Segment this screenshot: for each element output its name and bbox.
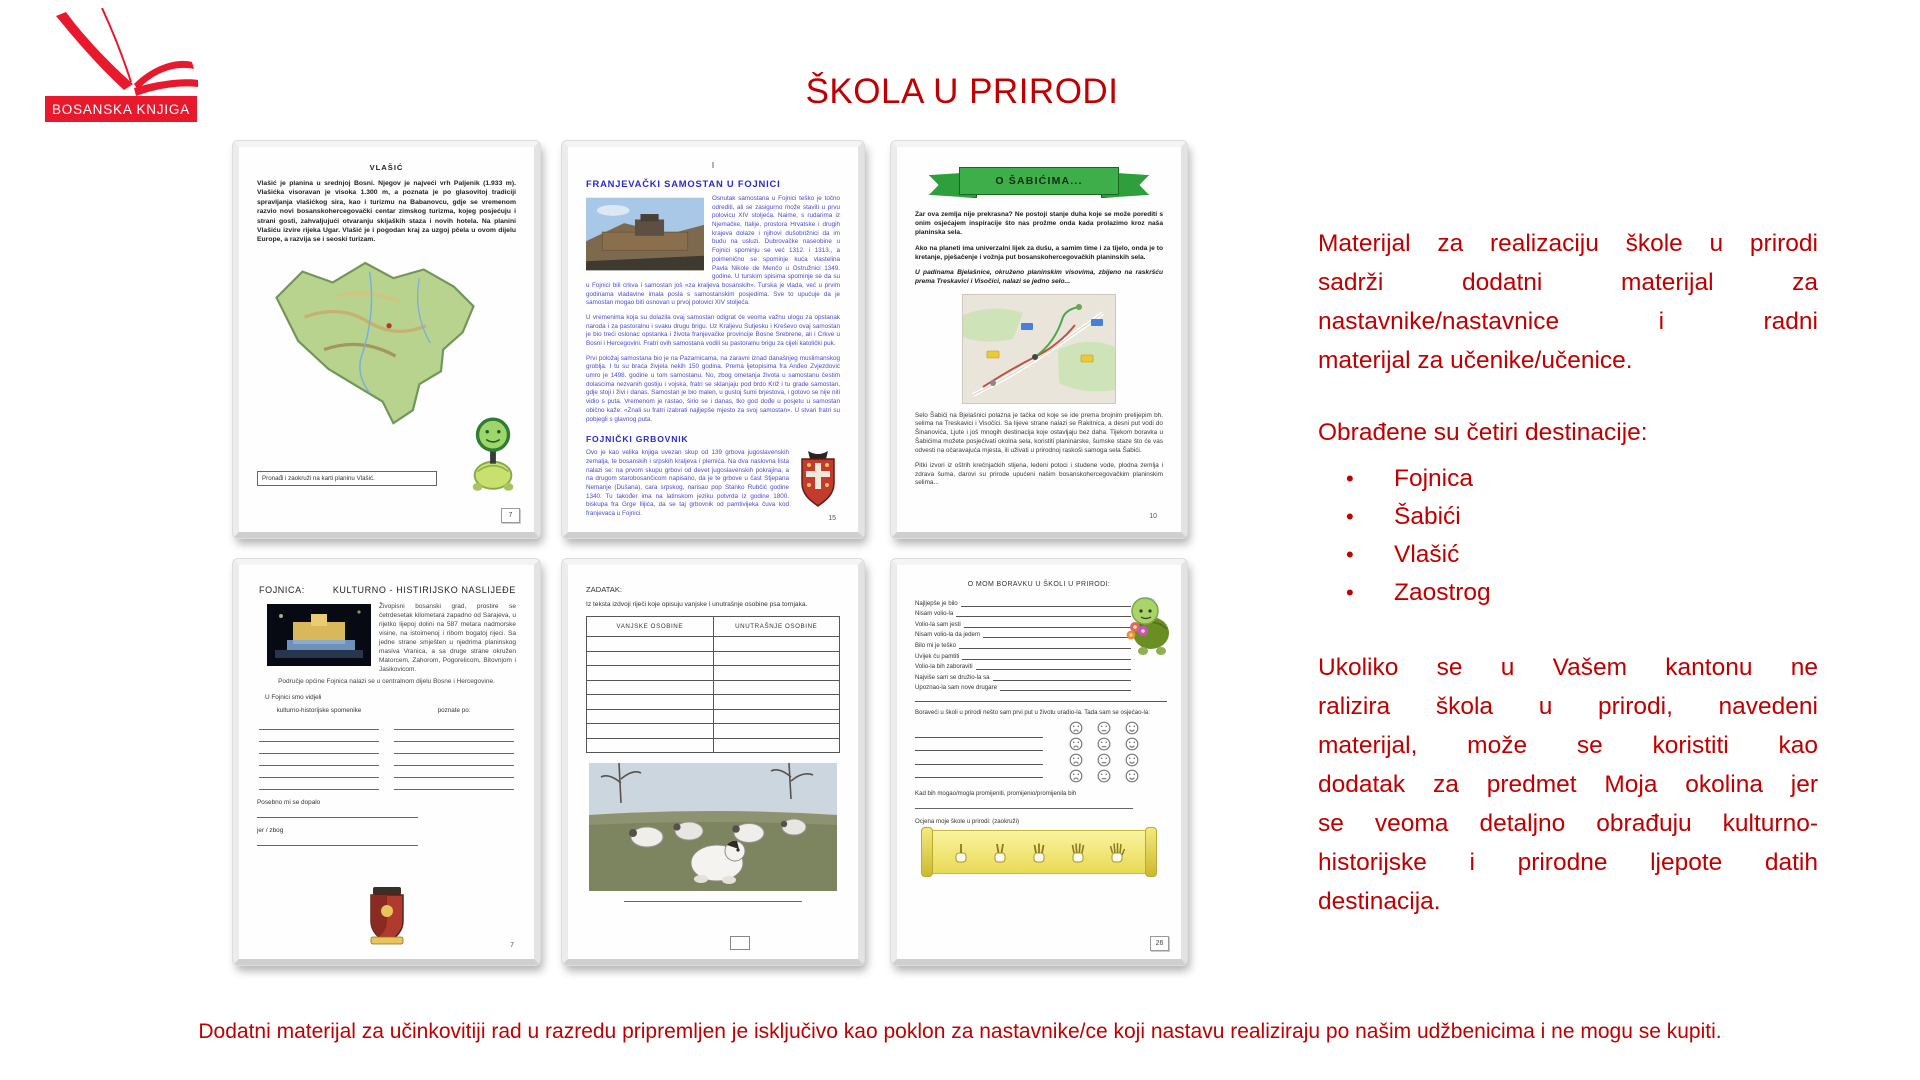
table-row: [587, 651, 840, 666]
spacer: [1318, 380, 1818, 413]
page-number-box: [730, 936, 750, 950]
coat-of-arms-image: [796, 449, 840, 509]
happy-face-icon: [1125, 721, 1139, 735]
list-item: [1318, 460, 1818, 498]
samostan-heading: FRANJEVAČKI SAMOSTAN U FOJNICI: [586, 178, 781, 189]
turtle-mascot-icon: [1121, 585, 1173, 662]
bullet-icon: •: [1346, 580, 1354, 605]
publisher-logo: [38, 6, 208, 126]
traits-table: [586, 616, 840, 753]
sabici-page: [897, 147, 1181, 532]
underline-row: [394, 718, 514, 730]
underline-row: [259, 778, 379, 790]
green-ribbon-banner: [929, 165, 1149, 197]
open-book-icon: [38, 8, 202, 100]
liked-label: Posebno mi se dopalo: [257, 798, 321, 806]
underline-row: [394, 766, 514, 778]
zadatak-instruction: Iz teksta izdvoji riječi koje opisuju vanjske i unutrašnje osobine psa tornjaka.: [586, 601, 808, 608]
feelings-lines: [915, 721, 1043, 783]
boravak-title: O MOM BORAVKU U ŠKOLI U PRIRODI:: [967, 581, 1111, 588]
route-map-image: [962, 294, 1116, 404]
form-line: [915, 670, 1131, 681]
page-thumbnail-sabici: [891, 141, 1187, 538]
page-thumbnail-fojnica-heritage: [233, 559, 540, 965]
form-label: Upoznao-la sam nove drugare: [915, 684, 997, 692]
underline-row: [394, 754, 514, 766]
panel-text-line: ralizira škola u prirodi, navedeni: [1318, 693, 1818, 720]
page-thumbnail-samostan: [562, 141, 864, 538]
hand-five-icon: [1107, 839, 1127, 865]
write-line: [956, 616, 1131, 617]
heritage-columns: [257, 707, 516, 790]
write-line: [915, 691, 1167, 702]
bullet-icon: •: [1346, 466, 1354, 491]
table-row: [587, 680, 840, 695]
zadatak-page: [568, 565, 858, 959]
feelings-block: [915, 721, 1163, 783]
happy-face-icon: [1125, 753, 1139, 767]
vlasic-task-box: Pronađi i zaokruži na karti planinu Vlašić.: [257, 471, 437, 486]
page-thumbnail-vlasic: [233, 141, 540, 538]
vlasic-page: [239, 147, 534, 532]
inner-traits-header: UNUTRAŠNJE OSOBINE: [713, 617, 840, 637]
bullet-icon: •: [1346, 504, 1354, 529]
form-label: Uvijek ću pamtiti: [915, 652, 960, 660]
samostan-page: [568, 147, 858, 532]
write-line: [1000, 690, 1131, 691]
underline-row: [259, 742, 379, 754]
form-label: Najljepše je bilo: [915, 599, 958, 607]
table-header-row: [587, 617, 840, 637]
panel-text-line: destinacija.: [1318, 888, 1441, 915]
known-for-column-header: poznate po:: [437, 706, 471, 714]
underline-row: [915, 751, 1043, 765]
form-label: Volio-la bih zaboraviti: [915, 663, 973, 671]
panel-text-line: dodatak za predmet Moja okolina jer: [1318, 771, 1818, 798]
underline-row: [624, 900, 802, 902]
destinations-list: [1318, 460, 1818, 612]
fojnica-heritage-page: [239, 565, 534, 959]
underline-row: [915, 765, 1043, 779]
form-line: [915, 660, 1131, 671]
sheep-dog-photo: [589, 763, 837, 891]
write-line: [993, 680, 1131, 681]
panel-text-line: materijal, može se koristiti kao: [1318, 732, 1818, 759]
table-row: [587, 738, 840, 753]
sad-face-icon: [1069, 769, 1083, 783]
panel-text-line: Ukoliko se u Vašem kantonu ne: [1318, 654, 1818, 681]
heritage-body: Živopisni bosanski grad, prostire se četrdesetak kilometara zapadno od Sarajeva, u rijetko lijepoj dolini na 587 metara nadmorske visine, na istoimenoj i ribom bogatoj rijeci. Sa jedne strane smješten u njedrima planinskog masiva Vranica, a sa druge strane okružen Matorcem, Zahorom, Pogorelicom, Bitovnjom i Jasikovicom.: [379, 603, 516, 673]
because-label: jer / zbog: [257, 826, 284, 834]
underline-row: [257, 834, 418, 846]
form-line: [915, 649, 1131, 660]
samostan-body1: Osnutak samostana u Fojnici teško je točno odrediti, ali se zasigurno može staviti u prvu polovicu XIV stoljeća. Naime, s rudarima iz Njemačke, Italije, prostora Hrvatske i drugih krajeva dolaze i njihovi dušobrižnici da im budu na usluzi. Dubrovačke naseobine u Fojnici spominju se već 1312. i 1313., a poimenično se spominje kuća vlastelina Pavla Nikole de Menčo u Ostružnici 1349. godine. U turskim spisima spominje se da su u Fojnici bili crkva i samostan još «za kraljeva bosanskih». Turska je vlada, već u prvim godinama vladavine imala posla s samostanskim posjedima. Sve to upućuje da je samostan mogao biti osnovan u prvoj polovici XIV stoljeća.: [586, 195, 840, 307]
table-row: [587, 637, 840, 652]
table-row: [587, 724, 840, 739]
grbovnik-body: Ovo je kao velika knjiga uvezan skup od 139 grbova jugoslavenskih zemalja, te bosanskih i srpskih kraljeva i plemića. Na dva naslovna lista nalazi se: na prvom skupu grbovi od devet jugoslavenskih pokrajina, a na drugom starobosančicom napisano, da je te grbove u čast Stjepana Nemanje (Dušana), cara srpskog, narisao pop Stanko Rubčić godine 1340. Tu također ima na latinskom jeziku potvrda iz godine 1800. biskupa fra Grge Ilijića, da se taj grbovnik od pamtivijeka čuva kod franjevaca u Fojnici.: [586, 449, 789, 517]
underline-row: [915, 738, 1043, 752]
sabici-body1: Zar ova zemlja nije prekrasna? Ne postoji stanje duha koje se može porediti s onim osjećajem inspiracije što nas prožme onda kada prolazimo kroz naša planinska sela.: [915, 211, 1163, 237]
underline-row: [259, 718, 379, 730]
form-label: Nisam volio-la: [915, 610, 954, 618]
page-number: 10: [1149, 513, 1157, 520]
write-line: [961, 606, 1131, 607]
panel-text-line: se veoma detaljno obrađuju kulturno-: [1318, 810, 1818, 837]
panel-text-line: nastavnike/nastavnice i radni: [1318, 308, 1818, 335]
table-row: [587, 695, 840, 710]
hand-one-icon: [951, 839, 971, 865]
write-line: [962, 659, 1131, 660]
panel-text-line: historijske i prirodne ljepote datih: [1318, 849, 1818, 876]
known-for-column: [394, 707, 514, 790]
neutral-face-icon: [1097, 769, 1111, 783]
panel-text-line: Materijal za realizaciju škole u prirodi: [1318, 230, 1818, 257]
write-line: [983, 637, 1131, 638]
underline-row: [394, 742, 514, 754]
zadatak-heading: ZADATAK:: [586, 585, 623, 594]
destination-name: Fojnica: [1394, 465, 1473, 492]
grade-scroll-banner: [925, 830, 1153, 874]
vlasic-body: Vlašić je planina u srednjoj Bosni. Njegov je najveći vrh Paljenik (1.933 m). Vlašićka visoravan je visoka 1.300 m, a poznata je po glasovitoj tradiciji spravljanja vlašićkog sira, kao i turizmu na Babanovcu, gdje se vremenom razvio novi bosanskohercegovački centar zimskog turizma, kojeg posjećuju i strani gosti, zahvaljujući otvaranju skijaških staza i novih hotela. Na planini Vlašiću izvire rijeka Ugar. Vlašić je i pogodan kraj za uzgoj pčela u ovom dijelu Europe, a razvija se i seoski turizam.: [257, 180, 516, 244]
destinations-heading: Obrađene su četiri destinacije:: [1318, 419, 1648, 446]
hand-four-icon: [1068, 839, 1088, 865]
hand-three-icon: [1029, 839, 1049, 865]
page-number: 7: [501, 508, 520, 523]
heritage-heading: [259, 585, 516, 595]
change-prompt: Kad bih mogao/mogla promijeniti, promijenio/promijenila bih: [915, 790, 1077, 798]
neutral-face-icon: [1097, 721, 1111, 735]
panel-text-line: materijal za učenike/učenice.: [1318, 347, 1633, 374]
hand-two-icon: [990, 839, 1010, 865]
list-item: [1318, 574, 1818, 612]
grade-prompt: Ocjena moje škole u prirodi: (zaokruži): [915, 818, 1019, 826]
sad-face-icon: [1069, 753, 1083, 767]
sabici-body4: Selo Šabići na Bjelašnici polazna je tačka od koje se ide prema brojnim prelijepim bh. selima na Treskavici i Visočici. Sa lijeve strane nalazi se Rakitnica, a desni put vodi do Šinanovića, Ljute i još mnogih destinacija koje ostavljaju bez daha. Tijekom boravka u Šabićima možete posjećivati okolna sela, koristiti planinarske, šumske staze što će vas odvesti na očaravajuća mjesta, ili uživati u prirodnoj raskoši samoga sela Šabići.: [915, 411, 1163, 454]
underline-row: [915, 724, 1043, 738]
destination-name: Zaostrog: [1394, 579, 1491, 606]
chapter-numeral: I: [711, 161, 715, 170]
sabici-banner-title: O ŠABIĆIMA...: [959, 167, 1119, 195]
vlasic-title: VLAŠIĆ: [369, 163, 404, 172]
form-label: Nisam volio-la da jedem: [915, 631, 981, 639]
slide-title: ŠKOLA U PRIRODI: [805, 72, 1119, 111]
page-number: 26: [1150, 936, 1169, 951]
heritage-seen-label: U Fojnici smo vidjeli: [265, 693, 322, 701]
write-line: [959, 648, 1131, 649]
happy-face-icon: [1125, 769, 1139, 783]
grbovnik-heading: FOJNIČKI GRBOVNIK: [586, 434, 689, 445]
heritage-heading-rest: KULTURNO - HISTIRIJSKO NASLIJEĐE: [332, 585, 516, 595]
form-line: [915, 681, 1131, 692]
underline-row: [259, 766, 379, 778]
page-number: 7: [510, 942, 514, 949]
neutral-face-icon: [1097, 753, 1111, 767]
sabici-body5: Pitki izvori iz oštrih krečnjačkih stijena, ledeni potoci i studene vode, plodna zemlja i zdrava šuma, darovi su prirode upućeni našim bosanskohercegovačkim planinskim selima...: [915, 461, 1163, 487]
monuments-column: [259, 707, 379, 790]
monastery-photo: [586, 197, 704, 271]
happy-face-icon: [1125, 737, 1139, 751]
page-number: 15: [828, 515, 836, 522]
form-line: [915, 617, 1131, 628]
neutral-face-icon: [1097, 737, 1111, 751]
bosnia-map-image: [261, 250, 489, 434]
page-thumbnail-zadatak: [562, 559, 864, 965]
sad-face-icon: [1069, 737, 1083, 751]
destination-name: Šabići: [1394, 503, 1461, 530]
form-label: Volio-la sam jesti: [915, 620, 961, 628]
samostan-body2: U vremenima koja su dolazila ovaj samostan odigrat će veoma važnu ulogu za opstanak naroda i za pastoralnu i svaku drugu brigu. Uz Kraljevu Sutjesku i Kreševo ovaj samostan je bio treći oslonac opstanka i života franjevačke provincije Bosne Srebrene, ali i Crkve u Bosni i Hercegovini. Fratri ovih samostana vodili su pastoralnu brigu za cijeli katolički puk.: [586, 313, 840, 347]
panel-text-line: sadrži dodatni materijal za: [1318, 269, 1818, 296]
list-item: [1318, 536, 1818, 574]
underline-row: [259, 754, 379, 766]
feelings-prompt: Boraveći u školi u prirodi nešto sam prvi put u životu uradio-la. Tada sam se osjećao-la:: [915, 709, 1150, 717]
table-row: [587, 666, 840, 681]
description-panel: [1318, 224, 1818, 921]
monuments-column-header: kulturno-historijske spomenike: [276, 706, 362, 714]
sabici-body2: Ako na planeti ima univerzalni lijek za dušu, a samim time i za tijelo, onda je to kretanje, pješačenje i vožnja put bosanskohercegovačkih planinskih sela.: [915, 244, 1163, 261]
page-thumbnail-boravak: [891, 559, 1187, 965]
town-crest-image: [364, 887, 410, 947]
underline-row: [394, 778, 514, 790]
heritage-caption: Područje općine Fojnica nalazi se u centralnom dijelu Bosne i Hercegovine.: [278, 677, 495, 685]
outer-traits-header: VANJSKE OSOBINE: [587, 617, 714, 637]
boravak-page: [897, 565, 1181, 959]
write-line: [976, 669, 1131, 670]
heritage-heading-town: FOJNICA:: [259, 585, 305, 595]
form-line: [915, 628, 1131, 639]
write-line: [964, 627, 1131, 628]
underline-row: [915, 797, 1133, 809]
turtle-magnifier-icon: [464, 413, 522, 502]
publisher-name: BOSANSKA KNJIGA: [45, 96, 197, 122]
list-item: [1318, 498, 1818, 536]
samostan-body3: Prvi položaj samostana bio je na Pazarnicama, na zaravni iznad današnjeg muslimanskog groblja. I tu su braća živjela nekih 150 godina. Prema ljetopisima fra Anđeo Zvjezdović umro je 1498. godine u tom samostanu. No, zbog ometanja života u samostanu čestim dolascima nezvanih gostiju i vojska, fratri se sklanjaju pod brdo Križ i tu grade samostan, gdje stoji i živi i danas. Samostan je bio malen, u gustoj šumi brjestova, i gotovo se nije niti vidio s puta. Vremenom je rastao, širio se i danas, tko god dođe u posjetu u samostan obično kaže: «Znali su fratri izabrati najljepše mjesto za svoj samostan». U stvari fratri su pobjegli s glavnog puta.: [586, 354, 840, 423]
underline-row: [257, 806, 418, 818]
bullet-icon: •: [1346, 542, 1354, 567]
form-line: [915, 638, 1131, 649]
destination-name: Vlašić: [1394, 541, 1460, 568]
night-monastery-photo: [267, 604, 371, 666]
underline-row: [394, 730, 514, 742]
form-line: [915, 607, 1131, 618]
table-row: [587, 709, 840, 724]
sad-face-icon: [1069, 721, 1083, 735]
form-label: Bilo mi je teško: [915, 641, 956, 649]
footer-note: Dodatni materijal za učinkovitiji rad u razredu pripremljen je isključivo kao poklon za nastavnike/ce koji nastavu realiziraju po našim udžbenicima i ne mogu se kupiti.: [198, 1020, 1722, 1043]
reflection-form: [915, 596, 1131, 691]
underline-row: [259, 730, 379, 742]
smiley-grid: [1069, 721, 1141, 783]
form-label: Najviše sam se družio-la sa: [915, 673, 990, 681]
spacer: [1318, 612, 1818, 648]
form-line: [915, 596, 1131, 607]
sabici-body3: U padinama Bjelašnice, okruženo planinskim visovima, zbijeno na raskršću prema Treskavici i Visočici, nalazi se jedno selo...: [915, 269, 1163, 286]
